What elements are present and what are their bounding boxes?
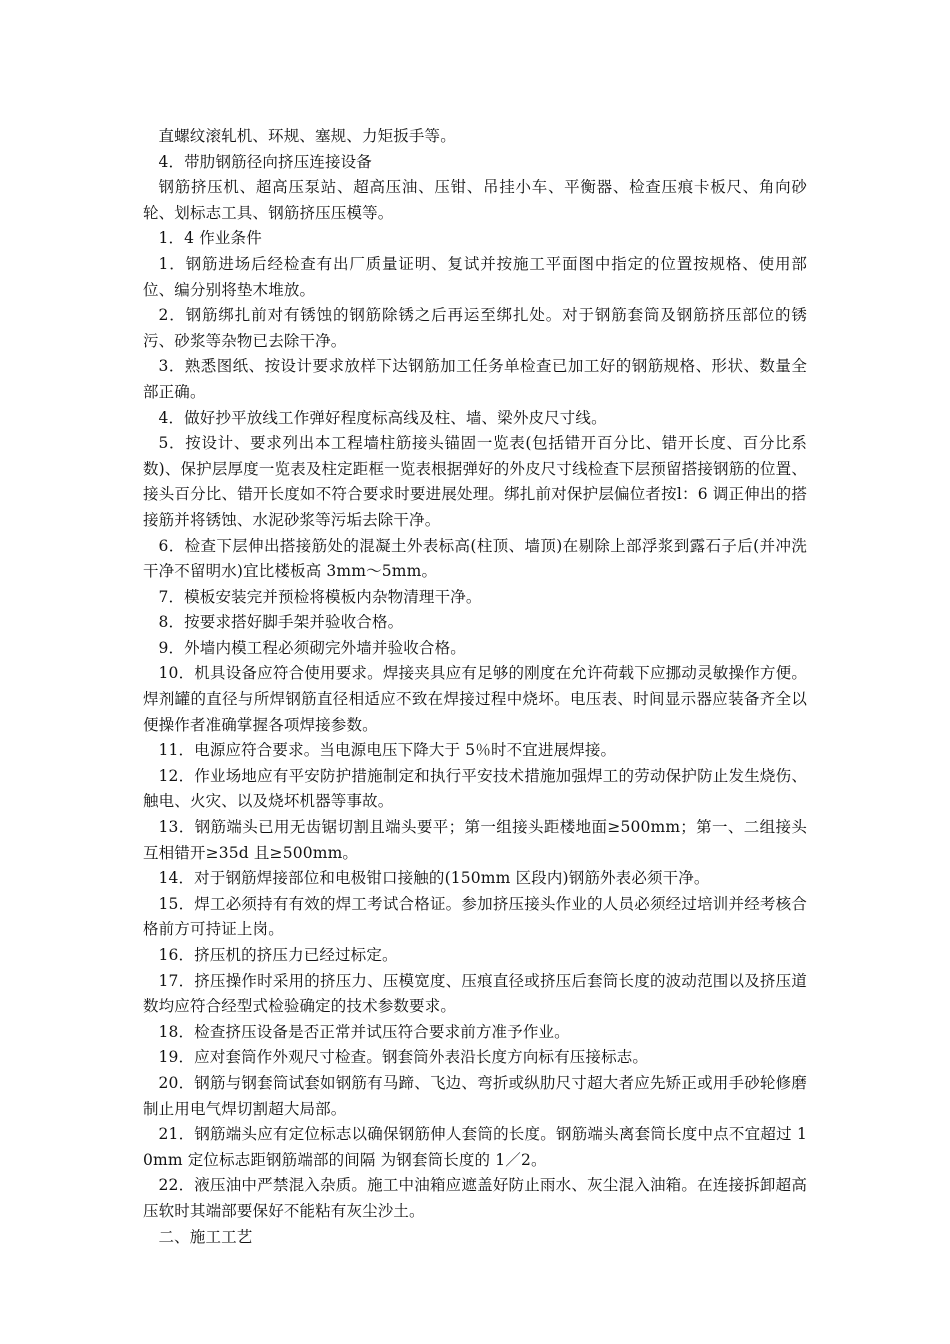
- paragraph: 直螺纹滚轧机、环规、塞规、力矩扳手等。: [158, 127, 456, 145]
- paragraph: 14．对于钢筋焊接部位和电极钳口接触的(150mm 区段内)钢筋外表必须干净。: [158, 869, 710, 888]
- document-body: [143, 124, 807, 1250]
- paragraph: 16．挤压机的挤压力已经过标定。: [158, 946, 398, 964]
- paragraph: 17．挤压操作时采用的挤压力、压模宽度、压痕直径或挤压后套筒长度的波动范围以及挤压道数均应符合经型式检验确定的技术参数要求。: [143, 971, 807, 1016]
- paragraph: 19．应对套筒作外观尺寸检查。钢套筒外表沿长度方向标有压接标志。: [158, 1048, 649, 1067]
- paragraph: 4．带肋钢筋径向挤压连接设备: [158, 152, 372, 171]
- paragraph: 5．按设计、要求列出本工程墙柱筋接头锚固一览表(包括错开百分比、错开长度、百分比系数)、保护层厚度一览表及柱定距框一览表根据弹好的外皮尺寸线检查下层预留搭接钢筋的位置、接头百分比、错开长度如不符合要求时要进展处理。绑扎前对保护层偏位者按l：6 调正伸出的搭接筋并将锈蚀、水泥砂浆等污垢去除干净。: [143, 434, 807, 529]
- paragraph: 钢筋挤压机、超高压泵站、超高压油、压钳、吊挂小车、平衡器、检查压痕卡板尺、角向砂轮、划标志工具、钢筋挤压压模等。: [143, 178, 807, 222]
- paragraph: 18．检查挤压设备是否正常并试压符合要求前方准予作业。: [158, 1022, 570, 1041]
- paragraph: 21．钢筋端头应有定位标志以确保钢筋伸人套筒的长度。钢筋端头离套筒长度中点不宜超过 10mm 定位标志距钢筋端部的间隔 为钢套筒长度的 1／2。: [143, 1125, 807, 1169]
- paragraph: 1．钢筋进场后经检查有出厂质量证明、复试并按施工平面图中指定的位置按规格、使用部位、编分别将垫木堆放。: [143, 254, 807, 299]
- paragraph: 13．钢筋端头已用无齿锯切割且端头要平；第一组接头距楼地面≥500mm；第一、二组接头互相错开≥35d 且≥500mm。: [143, 818, 807, 862]
- paragraph: 4．做好抄平放线工作弹好程度标高线及柱、墙、梁外皮尺寸线。: [158, 408, 607, 427]
- paragraph: 6．检查下层伸出搭接筋处的混凝土外表标高(柱顶、墙顶)在剔除上部浮浆到露石子后(并冲洗干净不留明水)宜比楼板高 3mm～5mm。: [143, 536, 807, 581]
- paragraph: 20．钢筋与钢套筒试套如钢筋有马蹄、飞边、弯折或纵肋尺寸超大者应先矫正或用手砂轮修磨制止用电气焊切割超大局部。: [143, 1073, 807, 1118]
- paragraph: 9．外墙内模工程必须砌完外墙并验收合格。: [158, 638, 466, 657]
- paragraph: 15．焊工必须持有有效的焊工考试合格证。参加挤压接头作业的人员必须经过培训并经考核合格前方可持证上岗。: [143, 894, 807, 939]
- paragraph: 3．熟悉图纸、按设计要求放样下达钢筋加工任务单检查已加工好的钢筋规格、形状、数量全部正确。: [143, 357, 807, 401]
- paragraph: 10．机具设备应符合使用要求。焊接夹具应有足够的刚度在允许荷载下应挪动灵敏操作方便。焊剂罐的直径与所焊钢筋直径相适应不致在焊接过程中烧坏。电压表、时间显示器应装备齐全以便操作者准确掌握各项焊接参数。: [143, 664, 807, 734]
- paragraph: 7．模板安装完并预检将模板内杂物清理干净。: [158, 587, 482, 606]
- paragraph: 11．电源应符合要求。当电源电压下降大于 5％时不宜进展焊接。: [158, 741, 617, 760]
- paragraph: 12．作业场地应有平安防护措施制定和执行平安技术措施加强焊工的劳动保护防止发生烧伤、触电、火灾、以及烧坏机器等事故。: [143, 766, 807, 811]
- paragraph: 2．钢筋绑扎前对有锈蚀的钢筋除锈之后再运至绑扎处。对于钢筋套筒及钢筋挤压部位的锈污、砂浆等杂物已去除干净。: [143, 306, 807, 350]
- section-heading: 1．4 作业条件: [158, 229, 262, 248]
- section-heading: 二、施工工艺: [158, 1227, 253, 1246]
- paragraph: 8．按要求搭好脚手架并验收合格。: [158, 613, 404, 632]
- paragraph: 22．液压油中严禁混入杂质。施工中油箱应遮盖好防止雨水、灰尘混入油箱。在连接拆卸超高压软时其端部要保好不能粘有灰尘沙土。: [143, 1176, 807, 1220]
